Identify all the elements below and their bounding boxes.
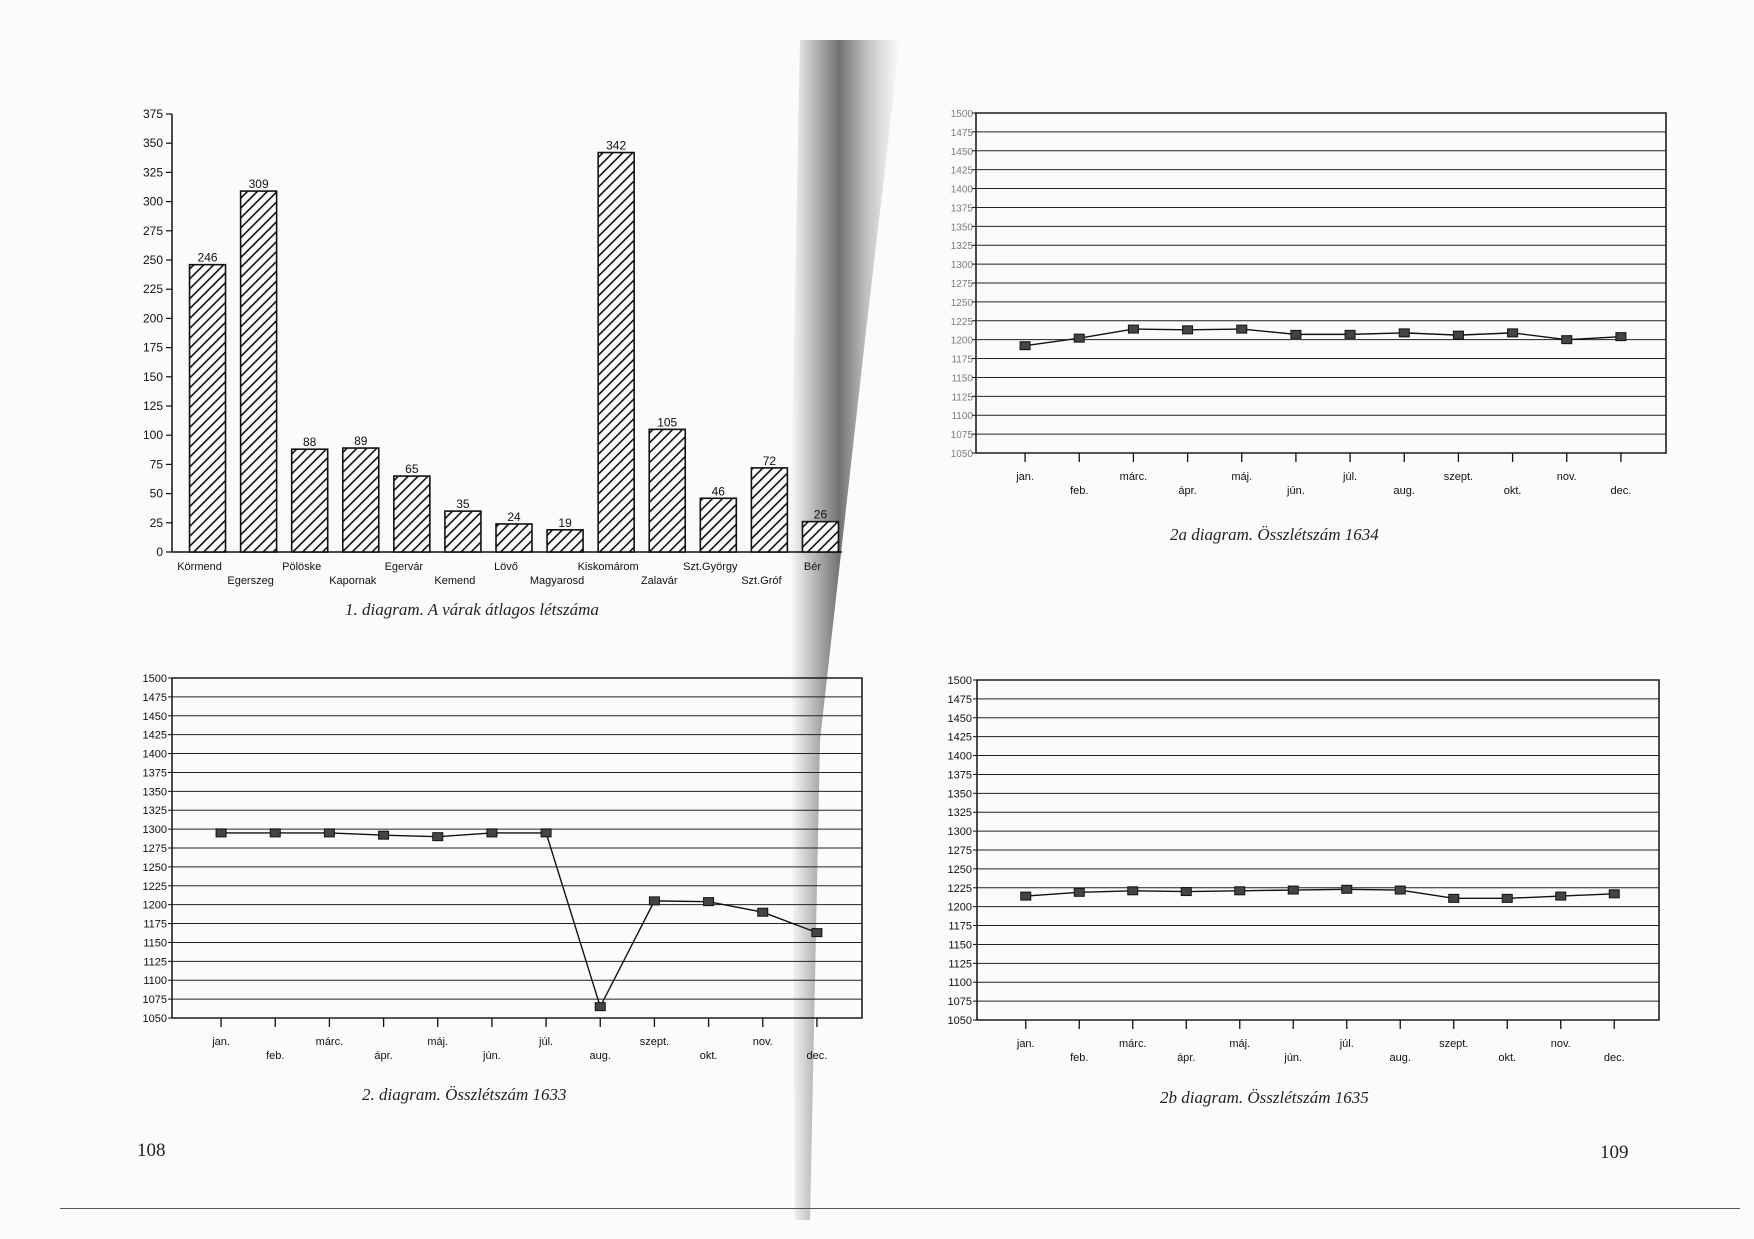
chart1-x-tick-label: Pölöske xyxy=(282,561,322,573)
chart2b-y-tick-label: 1300 xyxy=(947,826,972,839)
chart1-bar xyxy=(190,265,226,552)
chart1-y-tick-label: 150 xyxy=(142,369,163,384)
chart2-y-tick-label: 1150 xyxy=(143,937,167,950)
chart2b-x-tick-label: jan. xyxy=(1016,1038,1035,1050)
chart1-bar xyxy=(547,530,583,552)
chart2a-data-point xyxy=(1616,333,1626,341)
chart2a-y-tick-label: 1450 xyxy=(950,146,973,158)
chart2b-x-tick-label: márc. xyxy=(1119,1038,1147,1050)
chart2-y-tick-label: 1175 xyxy=(143,918,167,931)
chart2a-y-tick-label: 1375 xyxy=(950,203,973,215)
chart2b-caption: 2b diagram. Összlétszám 1635 xyxy=(1160,1088,1369,1107)
chart2b-x-tick-label: aug. xyxy=(1389,1052,1411,1064)
chart2-x-tick-label: júl. xyxy=(539,1036,554,1048)
chart2a-y-tick-label: 1075 xyxy=(950,430,973,442)
chart2b-y-tick-label: 1250 xyxy=(947,863,972,876)
chart2a-data-point xyxy=(1562,336,1572,344)
chart1-bar xyxy=(394,476,430,552)
chart2-y-tick-label: 1325 xyxy=(142,805,167,818)
chart2b-data-point xyxy=(1288,886,1298,894)
chart1-x-tick-label: Szt.György xyxy=(683,561,738,573)
chart1-caption: 1. diagram. A várak átlagos létszáma xyxy=(345,600,599,619)
chart1-x-tick-label: Lövő xyxy=(494,561,518,573)
chart1-bar xyxy=(292,449,328,552)
chart2-y-tick-label: 1075 xyxy=(142,994,167,1007)
chart1-y-tick-label: 300 xyxy=(142,194,163,209)
chart2-y-tick-label: 1275 xyxy=(142,843,167,855)
chart2a-y-tick-label: 1200 xyxy=(950,335,973,347)
chart2b-y-tick-label: 1100 xyxy=(948,977,972,990)
chart1-data-label: 24 xyxy=(507,509,521,524)
chart2a-x-tick-label: okt. xyxy=(1503,485,1522,497)
chart2-x-tick-label: máj. xyxy=(427,1036,449,1048)
chart1-y-tick-label: 100 xyxy=(142,428,163,443)
chart2-y-tick-label: 1425 xyxy=(142,729,167,742)
chart2a-y-tick-label: 1175 xyxy=(951,354,973,366)
chart2a-y-tick-label: 1050 xyxy=(950,449,973,460)
chart2a-y-tick-label: 1350 xyxy=(950,222,973,234)
chart2-y-tick-label: 1475 xyxy=(142,691,167,704)
chart2a-data-point xyxy=(1183,326,1193,334)
chart1-bar xyxy=(343,448,379,552)
chart2-y-tick-label: 1125 xyxy=(143,956,167,969)
chart2b-y-tick-label: 1325 xyxy=(947,807,972,820)
chart2-x-tick-label: márc. xyxy=(315,1036,344,1048)
chart2a-y-tick-label: 1300 xyxy=(950,260,973,272)
chart1-y-tick-label: 75 xyxy=(149,457,163,472)
chart2a-data-point xyxy=(1291,330,1301,338)
chart2b-data-point xyxy=(1449,894,1459,902)
chart2a-x-tick-label: dec. xyxy=(1610,485,1632,497)
chart2a-caption: 2a diagram. Összlétszám 1634 xyxy=(1170,525,1379,544)
chart2a-y-tick-label: 1425 xyxy=(950,165,973,177)
chart2-x-tick-label: nov. xyxy=(752,1036,773,1048)
chart1-y-tick-label: 50 xyxy=(149,486,163,501)
chart1-data-label: 89 xyxy=(354,434,368,449)
chart2-x-tick-label: aug. xyxy=(589,1050,611,1062)
chart1-x-tick-label: Bér xyxy=(803,561,822,573)
page-number-right: 109 xyxy=(1600,1142,1629,1163)
chart2a-x-tick-label: jan. xyxy=(1016,471,1034,483)
chart2a-y-tick-label: 1500 xyxy=(950,109,973,120)
chart2a-y-tick-label: 1475 xyxy=(950,127,973,139)
chart2-data-point xyxy=(812,929,822,937)
chart2b-data-point xyxy=(1556,892,1566,900)
page-number-left: 108 xyxy=(137,1140,166,1161)
chart2-x-tick-label: feb. xyxy=(266,1050,285,1062)
chart2-data-point xyxy=(324,829,334,837)
chart1-data-label: 35 xyxy=(456,497,470,512)
chart2b-data-point xyxy=(1074,888,1084,896)
chart2a-x-tick-label: feb. xyxy=(1070,485,1089,497)
chart1-data-label: 246 xyxy=(197,250,218,265)
chart2-y-tick-label: 1250 xyxy=(142,861,167,874)
chart2a-x-tick-label: aug. xyxy=(1393,485,1415,497)
chart1-y-tick-label: 175 xyxy=(142,340,163,355)
chart2a-data-point xyxy=(1128,325,1138,333)
chart2a-y-tick-label: 1100 xyxy=(951,411,973,423)
chart2b-data-point xyxy=(1502,894,1512,902)
chart1-x-tick-label: Kiskomárom xyxy=(577,561,639,573)
chart2b-data-point xyxy=(1128,887,1138,895)
chart2a-y-tick-label: 1275 xyxy=(950,279,973,290)
chart2b-x-tick-label: dec. xyxy=(1603,1052,1625,1064)
chart1-y-tick-label: 350 xyxy=(142,136,163,151)
chart2a-x-tick-label: szept. xyxy=(1443,471,1474,483)
chart1-x-tick-label: Magyarosd xyxy=(529,575,585,587)
chart1-bar xyxy=(751,468,787,552)
chart2a-y-tick-label: 1150 xyxy=(951,373,973,385)
line-chart-1633 xyxy=(110,670,880,1075)
chart2b-data-point xyxy=(1235,887,1245,895)
chart2-y-tick-label: 1375 xyxy=(142,767,167,780)
chart1-x-tick-label: Egervár xyxy=(384,561,424,573)
chart2a-y-tick-label: 1125 xyxy=(951,392,973,404)
chart2b-data-point xyxy=(1609,890,1619,898)
chart2b-y-tick-label: 1050 xyxy=(947,1015,972,1027)
chart2-x-tick-label: dec. xyxy=(806,1050,828,1062)
chart1-y-tick-label: 325 xyxy=(142,165,163,180)
chart2-x-tick-label: okt. xyxy=(699,1050,718,1062)
chart2a-data-point xyxy=(1399,329,1409,337)
chart2-x-tick-label: szept. xyxy=(639,1036,670,1048)
chart1-data-label: 342 xyxy=(606,138,627,153)
chart2b-x-tick-label: ápr. xyxy=(1177,1052,1196,1064)
chart2b-data-point xyxy=(1395,886,1405,894)
chart2a-y-tick-label: 1325 xyxy=(950,241,973,253)
chart2-y-tick-label: 1100 xyxy=(143,975,167,988)
chart2a-y-tick-label: 1250 xyxy=(950,297,973,309)
chart2-y-tick-label: 1400 xyxy=(142,748,167,761)
chart1-bar xyxy=(241,191,277,552)
chart1-y-tick-label: 25 xyxy=(149,515,163,530)
chart2b-x-tick-label: szept. xyxy=(1439,1038,1469,1050)
chart2-y-tick-label: 1225 xyxy=(142,880,167,893)
chart1-bar xyxy=(598,153,634,552)
chart1-data-label: 72 xyxy=(762,453,777,468)
chart2-data-point xyxy=(595,1003,605,1011)
chart1-data-label: 65 xyxy=(405,462,419,477)
chart2b-y-tick-label: 1400 xyxy=(947,750,972,763)
chart2a-data-point xyxy=(1237,325,1247,333)
chart1-y-tick-label: 250 xyxy=(142,253,163,267)
chart2b-y-tick-label: 1225 xyxy=(947,882,972,895)
chart2b-x-tick-label: jún. xyxy=(1284,1052,1303,1064)
chart2a-y-tick-label: 1400 xyxy=(950,184,973,196)
chart2b-y-tick-label: 1150 xyxy=(948,939,972,952)
chart2b-x-tick-label: feb. xyxy=(1070,1052,1089,1064)
chart1-x-tick-label: Zalavár xyxy=(640,575,678,587)
chart2-data-point xyxy=(758,908,768,916)
chart1-y-tick-label: 225 xyxy=(142,282,163,297)
chart2a-x-tick-label: ápr. xyxy=(1178,485,1197,497)
chart1-bar xyxy=(496,524,532,552)
chart2a-data-point xyxy=(1508,329,1518,337)
chart1-y-tick-label: 200 xyxy=(142,311,163,326)
chart2b-y-tick-label: 1350 xyxy=(947,788,972,801)
chart2a-data-point xyxy=(1453,331,1463,339)
chart2a-series-line xyxy=(1025,329,1621,346)
chart1-y-tick-label: 125 xyxy=(142,399,163,413)
chart1-x-tick-label: Körmend xyxy=(177,561,222,573)
chart2b-series-line xyxy=(1026,889,1615,898)
chart2b-y-tick-label: 1275 xyxy=(947,845,972,857)
chart2-y-tick-label: 1200 xyxy=(142,899,167,912)
chart1-bar xyxy=(700,498,736,552)
chart2-data-point xyxy=(541,829,551,837)
chart1-bar xyxy=(802,522,838,552)
chart2b-x-tick-label: okt. xyxy=(1498,1052,1517,1064)
chart2b-y-tick-label: 1075 xyxy=(947,996,972,1009)
chart2a-x-tick-label: júl. xyxy=(1343,471,1358,483)
chart2b-y-tick-label: 1450 xyxy=(947,712,972,725)
chart2-data-point xyxy=(433,833,443,841)
chart2b-y-tick-label: 1200 xyxy=(947,901,972,914)
chart1-x-tick-label: Kapornak xyxy=(329,575,377,587)
chart2a-x-tick-label: jún. xyxy=(1287,485,1305,497)
chart2b-data-point xyxy=(1021,892,1031,900)
chart2a-data-point xyxy=(1345,330,1355,338)
chart2-y-tick-label: 1500 xyxy=(142,673,167,685)
chart2-x-tick-label: jan. xyxy=(212,1036,230,1048)
chart1-x-tick-label: Egerszeg xyxy=(227,575,274,587)
chart2-data-point xyxy=(487,829,497,837)
chart2-y-tick-label: 1450 xyxy=(142,710,167,723)
chart2b-y-tick-label: 1500 xyxy=(947,675,972,687)
chart2-x-tick-label: jún. xyxy=(483,1050,501,1062)
chart2b-x-tick-label: nov. xyxy=(1550,1038,1571,1050)
chart1-data-label: 26 xyxy=(813,507,828,522)
chart2-caption: 2. diagram. Összlétszám 1633 xyxy=(362,1085,567,1104)
chart1-data-label: 309 xyxy=(248,177,269,192)
chart2-data-point xyxy=(649,897,659,905)
chart2-data-point xyxy=(270,829,280,837)
chart1-x-tick-label: Szt.Gróf xyxy=(741,575,782,587)
chart2a-x-tick-label: máj. xyxy=(1231,471,1253,483)
chart1-data-label: 19 xyxy=(558,515,572,530)
chart2b-data-point xyxy=(1342,885,1352,893)
chart2-y-tick-label: 1350 xyxy=(142,786,167,799)
bar-chart-castle-garrisons xyxy=(120,100,860,590)
chart2a-data-point xyxy=(1074,334,1084,342)
chart1-data-label: 105 xyxy=(657,415,678,430)
chart1-bar xyxy=(649,429,685,552)
chart2a-x-tick-label: márc. xyxy=(1119,471,1148,483)
chart2b-x-tick-label: máj. xyxy=(1229,1038,1251,1050)
chart2-data-point xyxy=(704,898,714,906)
chart2-y-tick-label: 1050 xyxy=(142,1013,167,1025)
line-chart-1634 xyxy=(940,105,1680,515)
chart2-x-tick-label: ápr. xyxy=(374,1050,393,1062)
chart2a-data-point xyxy=(1020,342,1030,350)
chart2b-y-tick-label: 1425 xyxy=(947,731,972,744)
chart2-data-point xyxy=(379,831,389,839)
chart2b-y-tick-label: 1375 xyxy=(947,769,972,782)
chart2b-x-tick-label: júl. xyxy=(1339,1038,1354,1050)
chart1-y-tick-label: 375 xyxy=(142,107,163,121)
page-bottom-edge xyxy=(60,1208,1740,1209)
chart2b-data-point xyxy=(1181,888,1191,896)
chart2b-y-tick-label: 1175 xyxy=(948,920,972,933)
chart1-y-tick-label: 275 xyxy=(142,223,163,238)
chart2-y-tick-label: 1300 xyxy=(142,824,167,837)
chart2a-y-tick-label: 1225 xyxy=(950,316,973,328)
chart1-bar xyxy=(445,511,481,552)
chart1-data-label: 46 xyxy=(711,484,725,499)
chart1-data-label: 88 xyxy=(303,435,317,450)
line-chart-1635 xyxy=(905,672,1675,1077)
chart1-y-tick-label: 0 xyxy=(156,545,163,559)
chart2b-y-tick-label: 1125 xyxy=(948,958,972,971)
chart2b-y-tick-label: 1475 xyxy=(947,693,972,706)
chart2-data-point xyxy=(216,829,226,837)
chart2a-x-tick-label: nov. xyxy=(1556,471,1577,483)
chart1-x-tick-label: Kemend xyxy=(434,575,476,587)
